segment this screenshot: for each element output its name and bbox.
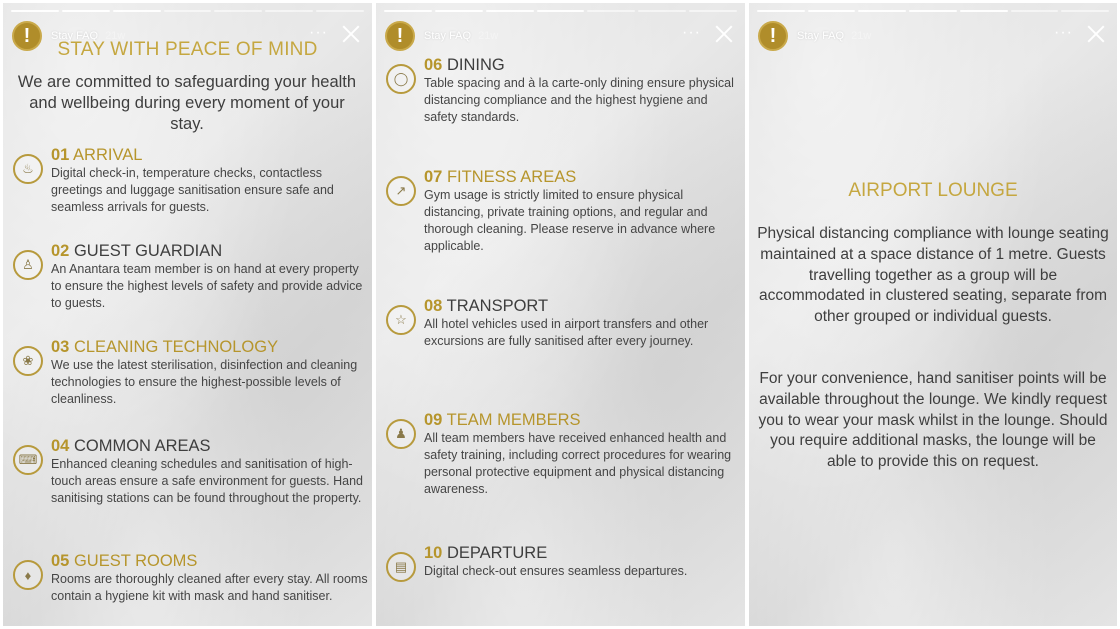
story-panel-1[interactable]: ! Stay FAQ 21w ··· STAY WITH PEACE OF MIND We are committed to safeguarding your health and wellbeing during every moment of your stay. ♨ 01 ARRIVAL Digital check-in, temperature checks, contactless greetings and luggage sanitisation ensure safe and seamless arrivals for guests. ♙ 02 GUEST GUARDIAN An Anantara team member is on hand at every property to ensure the highest levels of safety and provide advice to guests. ❀ 03 CLEANING TECHNOLOGY We use the latest sterilisation, disinfection and cleaning technologies to ensure the highest-possible levels of cleanliness. ⌨ 04 COMMON AREAS Enhanced cleaning schedules and sanitisation of high-touch areas ensure a safe environment for guests. Hand sanitising stations can be found throughout the property. ♦ 05 GUEST ROOMS Rooms are thoroughly cleaned after every stay. All rooms contain a hygiene kit with mask and hand sanitiser. — [3, 3, 372, 626]
bell-icon: ♨ — [13, 154, 43, 184]
item-title: FITNESS AREAS — [446, 168, 577, 186]
exclamation-icon: ! — [396, 25, 404, 47]
item-body: We use the latest sterilisation, disinfection and cleaning technologies to ensure the highest-possible levels of cleanliness. — [51, 358, 358, 406]
more-options-icon[interactable]: ··· — [1054, 24, 1073, 41]
post-age: 21w — [851, 30, 872, 42]
item-title: TEAM MEMBERS — [446, 411, 581, 429]
item-title: CLEANING TECHNOLOGY — [73, 338, 279, 356]
item-body: An Anantara team member is on hand at every property to ensure the highest levels of safety and provide advice to guests. — [51, 262, 363, 310]
post-age: 21w — [105, 30, 126, 42]
car-icon: ☆ — [386, 305, 416, 335]
item-title: COMMON AREAS — [73, 437, 211, 455]
dumbbell-icon: ↗ — [386, 176, 416, 206]
item-body: All team members have received enhanced health and safety training, including correct procedures for wearing personal protective equipment and physical distancing awareness. — [424, 431, 732, 496]
spray-icon: ⌨ — [13, 445, 43, 475]
section-title: AIRPORT LOUNGE — [848, 180, 1018, 201]
item-title: GUEST GUARDIAN — [73, 242, 223, 260]
story-progress-bar — [11, 10, 364, 12]
account-name[interactable]: Stay FAQ — [797, 30, 845, 42]
item-body: Digital check-out ensures seamless departures. — [424, 564, 688, 578]
close-icon[interactable] — [713, 23, 735, 45]
avatar[interactable] — [385, 21, 415, 51]
person-icon: ♙ — [13, 250, 43, 280]
staff-icon: ♟ — [386, 419, 416, 449]
exclamation-icon: ! — [23, 25, 31, 47]
story-header — [758, 20, 1111, 52]
item-body: Gym usage is strictly limited to ensure physical distancing, private training options, and regular and thorough cleaning. Please reserve in advance where applicable. — [424, 188, 716, 253]
account-name[interactable]: Stay FAQ — [424, 30, 472, 42]
story-panel-2[interactable]: ! Stay FAQ 21w ··· ◯ 06 DINING Table spacing and à la carte-only dining ensure physical distancing compliance and the highest hygiene and safety standards. ↗ 07 FITNESS AREAS Gym usage is strictly limited to ensure physical distancing, private training options, and regular and thorough cleaning. Please reserve in advance where applicable. ☆ 08 TRANSPORT All hotel vehicles used in airport transfers and other excursions are fully sanitised after every journey. ♟ 09 TEAM MEMBERS All team members have received enhanced health and safety training, including correct procedures for wearing personal protective equipment and physical distancing awareness. ▤ 10 DEPARTURE Digital check-out ensures seamless departures. — [376, 3, 745, 626]
close-icon[interactable] — [1085, 23, 1107, 45]
story-progress-bar — [384, 10, 737, 12]
post-age: 21w — [478, 30, 499, 42]
page-title: STAY WITH PEACE OF MIND — [57, 39, 318, 60]
story-header — [385, 20, 739, 52]
item-body: Table spacing and à la carte-only dining ensure physical distancing compliance and the highest hygiene and safety standards. — [424, 76, 734, 124]
item-title: DEPARTURE — [446, 544, 548, 562]
luggage-icon: ▤ — [386, 552, 416, 582]
exclamation-icon: ! — [769, 25, 777, 47]
item-title: GUEST ROOMS — [73, 552, 198, 570]
dining-icon: ◯ — [386, 64, 416, 94]
item-body: Rooms are thoroughly cleaned after every stay. All rooms contain a hygiene kit with mask and hand sanitiser. — [51, 572, 368, 603]
avatar[interactable] — [758, 21, 788, 51]
item-body: Enhanced cleaning schedules and sanitisation of high-touch areas ensure a safe environment for guests. Hand sanitising stations can be found throughout the property. — [51, 457, 363, 505]
lounge-paragraph-2: For your convenience, hand sanitiser points will be available throughout the lounge. We kindly request you to wear your mask whilst in the lounge. Should you require additional masks, the lounge will be able to provide this on request. — [758, 370, 1108, 471]
story-panel-3[interactable] — [749, 3, 1117, 626]
item-body: Digital check-in, temperature checks, contactless greetings and luggage sanitisation ensure safe and seamless arrivals for guests. — [51, 166, 334, 214]
item-body: All hotel vehicles used in airport transfers and other excursions are fully sanitised after every journey. — [424, 317, 709, 348]
item-title: ARRIVAL — [73, 146, 143, 164]
lounge-paragraph-1: Physical distancing compliance with lounge seating maintained at a space distance of 1 metre. Guests travelling together as a group will be accommodated in clustered seating, separate from other grouped or individual guests. — [757, 225, 1109, 326]
story-progress-bar — [757, 10, 1109, 12]
item-title: DINING — [446, 56, 505, 74]
hand-icon: ❀ — [13, 346, 43, 376]
account-name[interactable]: Stay FAQ — [51, 30, 99, 42]
more-options-icon[interactable]: ··· — [682, 24, 701, 41]
intro-text: We are committed to safeguarding your health and wellbeing during every moment of your stay. — [17, 73, 357, 133]
keycard-icon: ♦ — [13, 560, 43, 590]
item-title: TRANSPORT — [446, 297, 549, 315]
more-options-icon[interactable]: ··· — [309, 24, 328, 41]
